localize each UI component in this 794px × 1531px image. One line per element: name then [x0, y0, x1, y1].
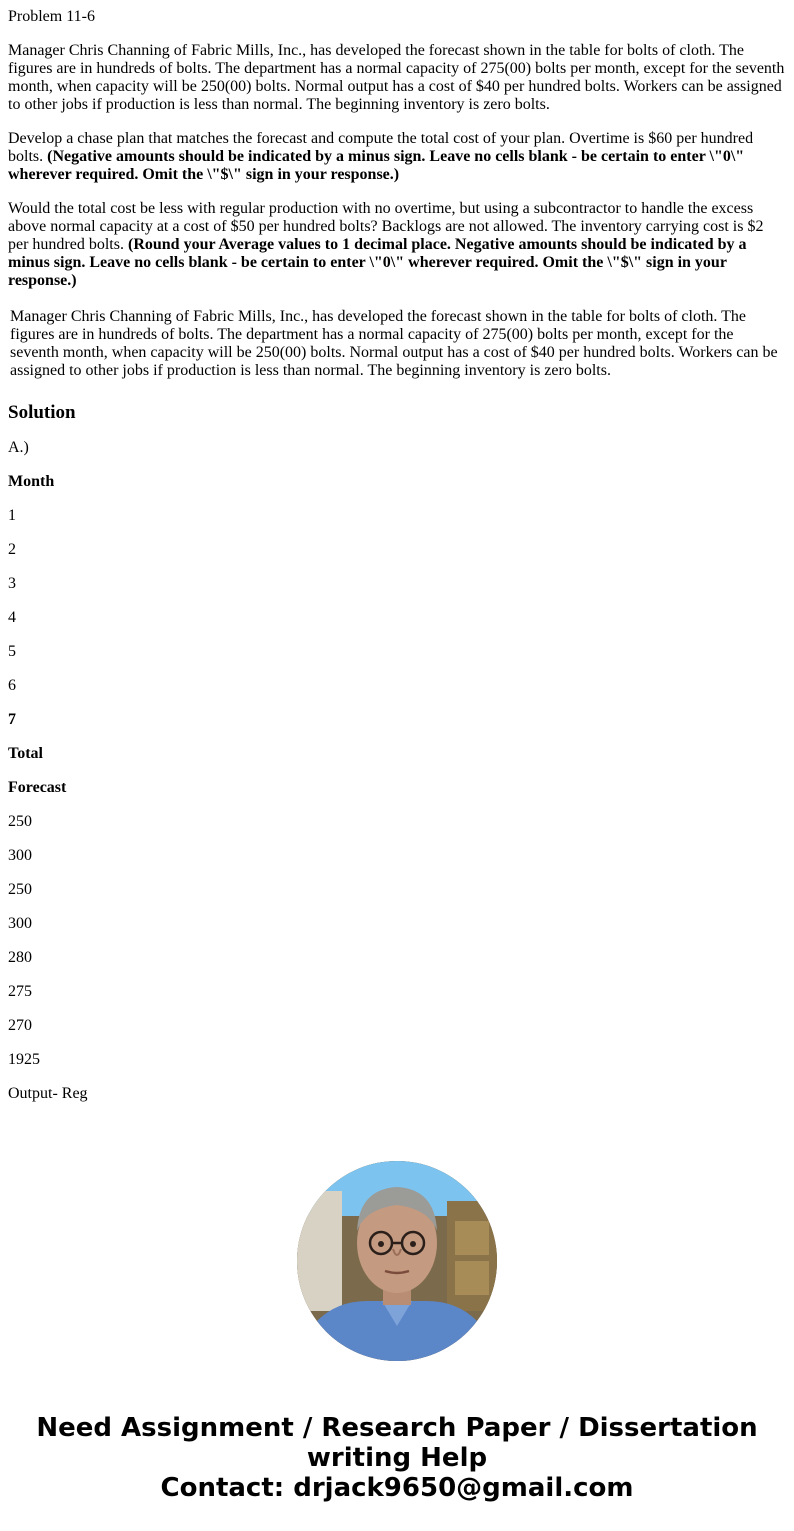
- part-a-instructions: [8, 130, 786, 184]
- part-a-note: (Negative amounts should be indicated by a minus sign. Leave no cells blank - be certain to enter \"0\" wherever required. Omit the \"$\" sign in your response.): [8, 148, 745, 183]
- forecast-value: 280: [8, 949, 32, 966]
- forecast-total: 1925: [8, 1051, 40, 1068]
- author-avatar: [297, 1161, 497, 1361]
- forecast-header: Forecast: [8, 779, 67, 796]
- forecast-value: 270: [8, 1017, 32, 1034]
- forecast-value: 275: [8, 983, 32, 1000]
- promo-contact: Contact: drjack9650@gmail.com: [160, 1473, 634, 1503]
- month-value: 6: [8, 677, 16, 694]
- month-value: 4: [8, 609, 16, 626]
- month-value: 5: [8, 643, 16, 660]
- output-reg-label: Output- Reg: [8, 1085, 88, 1102]
- promo-line: writing Help: [306, 1443, 488, 1473]
- month-value: 1: [8, 507, 16, 524]
- problem-intro: Manager Chris Channing of Fabric Mills, Inc., has developed the forecast shown in the table for bolts of cloth. The figures are in hundreds of bolts. The department has a normal capacity of 275(00) bolts per month, except for the seventh month, when capacity will be 250(00) bolts. Normal output has a cost of $40 per hundred bolts. Workers can be assigned to other jobs if production is less than normal. The beginning inventory is zero bolts.: [8, 42, 785, 113]
- promo-line: Need Assignment / Research Paper / Dissertation: [36, 1413, 758, 1443]
- part-b-instructions: [8, 200, 786, 290]
- part-a-text: Develop a chase plan that matches the forecast and compute the total cost of your plan. Overtime is $60 per hundred bolts.: [8, 130, 754, 165]
- month-value: 2: [8, 541, 16, 558]
- solution-heading: Solution: [8, 402, 76, 423]
- promo-banner: [0, 1413, 794, 1503]
- restated-problem: Manager Chris Channing of Fabric Mills, Inc., has developed the forecast shown in the table for bolts of cloth. The figures are in hundreds of bolts. The department has a normal capacity of 275(00) bolts per month, except for the seventh month, when capacity will be 250(00) bolts. Normal output has a cost of $40 per hundred bolts. Workers can be assigned to other jobs if production is less than normal. The beginning inventory is zero bolts.: [10, 308, 778, 379]
- forecast-value: 250: [8, 813, 32, 830]
- document-body: [0, 8, 794, 1103]
- problem-title: Problem 11-6: [8, 8, 95, 25]
- month-value-last: 7: [8, 711, 16, 728]
- month-header: Month: [8, 473, 55, 490]
- month-value: 3: [8, 575, 16, 592]
- forecast-value: 300: [8, 915, 32, 932]
- forecast-value: 250: [8, 881, 32, 898]
- solution-part-label: A.): [8, 439, 29, 456]
- total-label: Total: [8, 745, 43, 762]
- avatar-portrait-icon: [297, 1161, 497, 1361]
- forecast-value: 300: [8, 847, 32, 864]
- part-b-note: (Round your Average values to 1 decimal place. Negative amounts should be indicated by a minus sign. Leave no cells blank - be certain to enter \"0\" wherever required. Omit the \"$\" sign in your response.): [8, 236, 747, 289]
- part-b-text: Would the total cost be less with regular production with no overtime, but using a subcontractor to handle the excess above normal capacity at a cost of $50 per hundred bolts? Backlogs are not allowed. The inventory carrying cost is $2 per hundred bolts.: [8, 200, 764, 253]
